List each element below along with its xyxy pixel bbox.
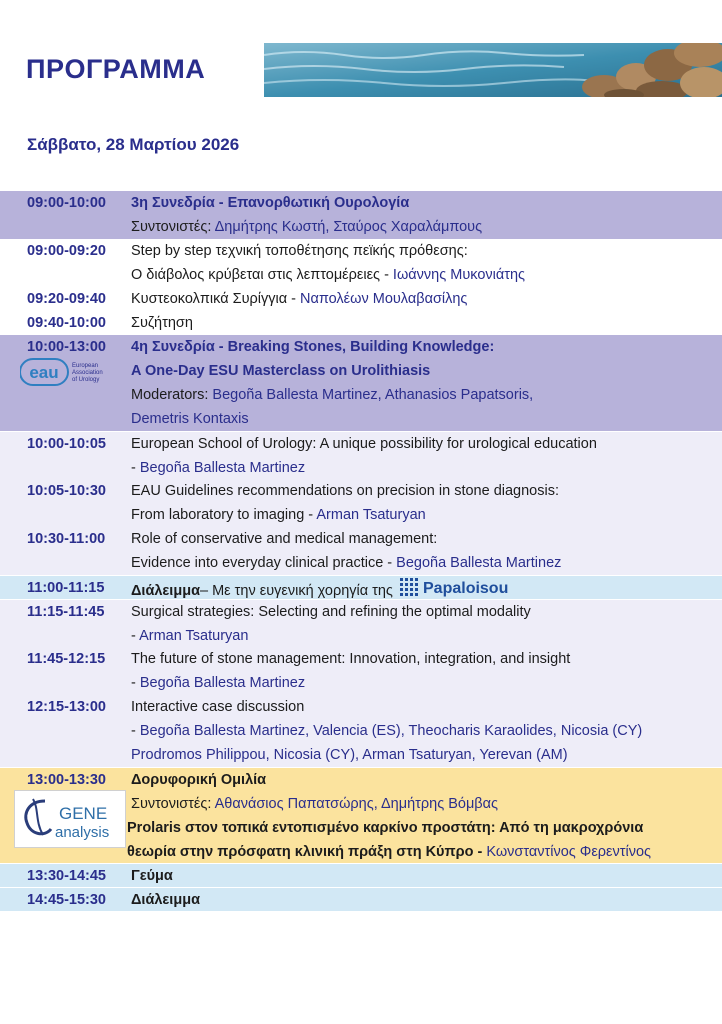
time-slot: 12:15-13:00 [27,699,106,715]
talk-title: Interactive case discussion [131,699,305,715]
moderators-label: Συντονιστές: [131,796,215,812]
time-slot: 13:00-13:30 [27,772,106,788]
moderators-label: Συντονιστές: [131,219,215,235]
dash: - [131,460,140,476]
eau-name-line-1: European [72,363,99,369]
sea-rocks-banner-image [264,43,722,97]
time-slot: 09:00-10:00 [27,195,106,211]
satellite-lecture-row [0,767,722,863]
talk-row [0,479,722,527]
time-slot: 11:45-12:15 [27,651,106,667]
time-slot: 10:30-11:00 [27,531,106,547]
eau-name-line-2: Association [72,370,103,376]
satellite-talk-title: Prolaris στον τοπικά εντοπισμένο καρκίνο προστάτη: Από τη μακροχρόνια [127,820,644,836]
talk-row [0,599,722,647]
talk-title: European School of Urology: A unique possibility for urological education [131,436,597,452]
eau-logo [20,357,120,387]
speaker-name: Κωνσταντίνος Φερεντίνος [486,844,652,860]
speaker-name: Begoña Ballesta Martinez [139,675,306,691]
talk-title: The future of stone management: Innovation, integration, and insight [131,651,571,667]
talk-title: Συζήτηση [131,315,193,331]
talk-row [0,287,722,311]
speaker-name: Begoña Ballesta Martinez [139,460,306,476]
talk-title-cont: Ο διάβολος κρύβεται στις λεπτομέρειες - [131,267,393,283]
moderators-names-cont: Demetris Kontaxis [131,411,249,427]
eau-name-line-3: of Urology [72,377,100,383]
dash: - [131,628,140,644]
moderators-names: Δημήτρης Κωστή, Σταύρος Χαραλάμπους [214,219,483,235]
dash: - [131,723,140,739]
program-date: Σάββατο, 28 Μαρτίου 2026 [27,135,240,154]
satellite-talk-title-cont: θεωρία στην πρόσφατη κλινική πράξη στη Κύπρο - [127,844,487,860]
analysis-wordmark: analysis [55,824,110,841]
session-subtitle: A One-Day ESU Masterclass on Urolithiasis [131,363,431,379]
time-slot: 11:00-11:15 [27,580,105,596]
time-slot: 09:20-09:40 [27,291,106,307]
talk-title: EAU Guidelines recommendations on precision in stone diagnosis: [131,483,559,499]
eau-logo-mark [20,357,120,387]
satellite-title: Δορυφορική Ομιλία [131,772,267,788]
talk-row [0,647,722,695]
speaker-name: Ναπολέων Μουλαβασίλης [299,291,468,307]
session-title: 3η Συνεδρία - Επανορθωτική Ουρολογία [131,195,410,211]
moderators-label: Moderators: [131,387,213,403]
speaker-name: Ιωάννης Μυκονιάτης [392,267,526,283]
lunch-row [0,863,722,887]
papaloisou-logo-mark [399,576,531,598]
talk-title: Κυστεοκολπικά Συρίγγια - [131,291,300,307]
break-row [0,887,722,911]
talk-row [0,527,722,575]
lunch-title: Γεύμα [131,868,173,884]
dash: - [131,675,140,691]
talk-row [0,239,722,287]
time-slot: 09:00-09:20 [27,243,106,259]
eau-abbrev: eau [29,363,59,382]
gene-analysis-logo [14,790,126,848]
gene-analysis-logo-mark [15,791,125,847]
speaker-names: Begoña Ballesta Martinez, Valencia (ES), Theocharis Karaolides, Nicosia (CY) [139,723,643,739]
talk-title: Role of conservative and medical management: [131,531,438,547]
time-slot: 10:00-13:00 [27,339,106,355]
talk-row [0,431,722,479]
time-slot: 09:40-10:00 [27,315,106,331]
gene-wordmark: GENE [59,804,108,823]
speaker-name: Begoña Ballesta Martinez [396,555,562,571]
schedule-table [0,191,722,911]
time-slot: 10:05-10:30 [27,483,106,499]
talk-title-cont: Evidence into everyday clinical practice - [131,555,397,571]
discussion-row [0,311,722,335]
page-title: ΠΡΟΓΡΑΜΜΑ [26,54,206,84]
papaloisou-wordmark: Papaloisou [422,580,509,597]
speaker-name: Arman Tsaturyan [316,507,426,523]
time-slot: 10:00-10:05 [27,436,106,452]
sponsor-text: – Με την ευγενική χορηγία της [200,582,393,599]
speaker-name: Arman Tsaturyan [139,628,249,644]
session-3-header [0,191,722,239]
break-title: Διάλειμμα [131,892,200,908]
moderators-names: Αθανάσιος Παπατσώρης, Δημήτρης Βόμβας [214,796,499,812]
talk-title: Surgical strategies: Selecting and refining the optimal modality [131,604,531,620]
moderators-names: Begoña Ballesta Martinez, Athanasios Papatsoris, [212,387,534,403]
break-title: Διάλειμμα [131,582,200,599]
talk-row [0,695,722,767]
session-title: 4η Συνεδρία - Breaking Stones, Building Knowledge: [131,339,495,355]
time-slot: 13:30-14:45 [27,868,106,884]
time-slot: 11:15-11:45 [27,604,105,620]
coffee-break-row [0,575,722,599]
time-slot: 14:45-15:30 [27,892,106,908]
session-4-header [0,335,722,431]
sea-rocks-illustration [264,43,722,97]
talk-title-cont: From laboratory to imaging - [131,507,317,523]
talk-title: Step by step τεχνική τοποθέτησης πεϊκής πρόθεσης: [131,243,468,259]
speaker-names-cont: Prodromos Philippou, Nicosia (CY), Arman Tsaturyan, Yerevan (AM) [131,747,568,763]
